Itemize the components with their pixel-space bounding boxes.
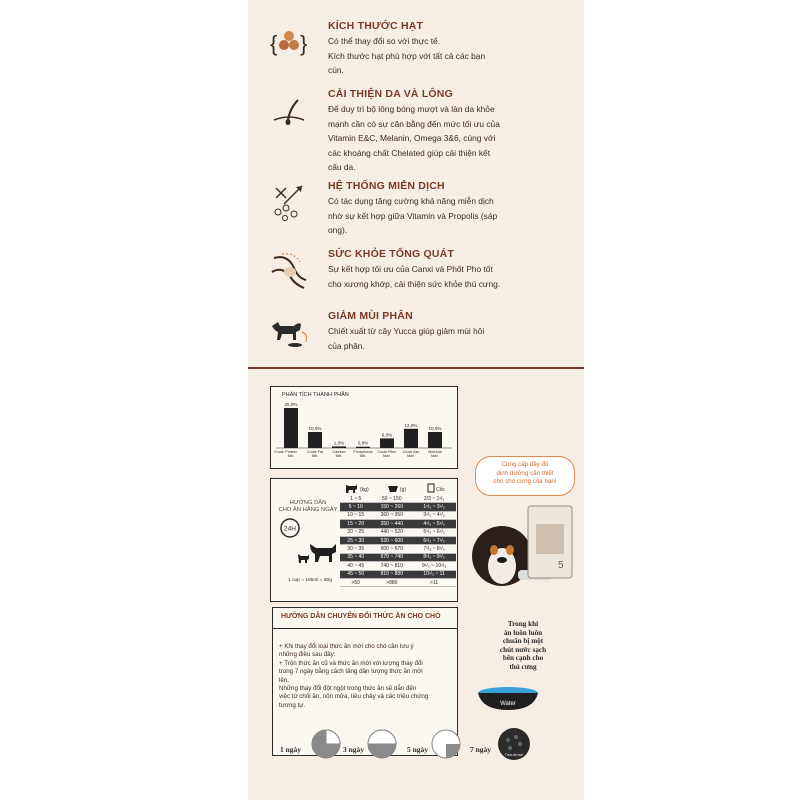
feeding-cell: 25 ~ 30: [340, 536, 371, 544]
feeding-cell: 440 ~ 520: [371, 528, 412, 536]
step-5-pie: [430, 728, 462, 760]
feeding-row: [340, 528, 456, 536]
feeding-cell: 2/3 ~ 1¹/₃: [412, 495, 456, 503]
svg-text:{: {: [270, 31, 278, 56]
water-tip: Trong khi ăn luôn luôn chuẩn bị một chút nước sạch bên cạnh cho thú cưng: [499, 620, 547, 671]
feature-title: HỆ THỐNG MIỄN DỊCH: [328, 180, 445, 192]
feeding-cell: 5 ~ 10: [340, 503, 371, 511]
feeding-cell: 7¹/₃ ~ 8¹/₃: [412, 545, 456, 553]
feeding-cell: 15 ~ 20: [340, 520, 371, 528]
feeding-title: HƯỚNG DẪN CHO ĂN HẰNG NGÀY: [278, 500, 338, 513]
bar-tick-label: Min.: [287, 454, 295, 459]
feeding-cell: >50: [340, 578, 371, 586]
kibble-size-icon: [268, 22, 310, 64]
feeding-cell: 740 ~ 810: [371, 562, 412, 570]
feature-text: Sự kết hợp tối ưu của Canxi và Phốt Pho tốt cho xương khớp, cải thiện sức khỏe thú cưng.: [328, 264, 501, 289]
feeding-cell: 4¹/₃ ~ 5¹/₃: [412, 520, 456, 528]
clock-badge: 24H: [284, 525, 296, 533]
transition-text: + Khi thay đổi loại thức ăn mới cho chó cần lưu ý những điều sau đây: + Trộn thức ăn cũ và thức ăn mới với lượng thay đổi trong 7 ngày bằng cách tăng dần lượng thức ăn mới lên. Những thay đổi đột ngột trong thức ăn sẽ dẫn đến việc từ chối ăn, nôn mửa, tiêu chảy và các triệu chứng tương tự.: [279, 643, 429, 709]
bar-value-label: 12,0%: [404, 422, 418, 428]
bar-value-label: 1,0%: [333, 440, 345, 446]
bar-tick-label: Max.: [407, 454, 415, 459]
chart-bar: [356, 447, 370, 448]
feeding-cell: >880: [371, 578, 412, 586]
feeding-row: [340, 570, 456, 578]
svg-text:}: }: [300, 31, 308, 56]
bar-value-label: 0,8%: [357, 440, 369, 446]
chart-title: PHÂN TÍCH THÀNH PHẦN: [282, 392, 349, 398]
feeding-cell: 670 ~ 740: [371, 553, 412, 561]
feature-kibble-size: [262, 20, 580, 80]
cup-icon: [428, 484, 434, 492]
feeding-cell: 1 ~ 5: [340, 495, 371, 503]
col-kg: (kg): [360, 487, 369, 493]
feeding-cell: 150 ~ 260: [371, 503, 412, 511]
feeding-cell: 5¹/₃ ~ 6¹/₃: [412, 528, 456, 536]
feeding-cell: 10 ~ 15: [340, 511, 371, 519]
feature-text: Có tác dụng tăng cường khả năng miễn dịch nhờ sự kết hợp giữa Vitamin và Propolis (sáp ong).: [328, 196, 498, 235]
bar-tick-label: Max.: [383, 454, 391, 459]
feeding-cell: 50 ~ 150: [371, 495, 412, 503]
bar-tick-label: Crude Fat: [307, 450, 323, 454]
bar-tick-label: Max.: [431, 454, 439, 459]
step-7-label: 7 ngày: [470, 745, 492, 754]
nutrient-chart-plot: [272, 398, 456, 466]
hair-skin-icon: [268, 96, 310, 138]
bar-tick-label: Protein: [285, 450, 297, 454]
feature-general-health: [262, 248, 580, 298]
feeding-cell: 40 ~ 45: [340, 562, 371, 570]
feeding-cell: 35 ~ 40: [340, 553, 371, 561]
col-g: (g): [400, 487, 407, 493]
bar-tick-label: Crude Ash: [402, 450, 420, 454]
feeding-cell: 6¹/₃ ~ 7¹/₃: [412, 536, 456, 544]
chart-bar: [380, 438, 394, 448]
feeding-row: [340, 536, 456, 544]
dog-weight-icon: [346, 484, 357, 493]
bar-tick-label: Calcium: [332, 450, 346, 454]
feature-stool-odor: [262, 310, 580, 355]
feeding-cell: 9¹/₃ ~ 10¹/₃: [412, 562, 456, 570]
step-3-pie: [366, 728, 398, 760]
dogs-icon: [296, 540, 340, 564]
bar-tick-label: Phosphorus: [353, 450, 373, 454]
feeding-cell: 1¹/₃ ~ 3¹/₃: [412, 503, 456, 511]
bar-tick-label: Min.: [311, 454, 319, 459]
product-dog-image: [462, 500, 582, 592]
feeding-row: [340, 553, 456, 561]
chart-bar: [428, 432, 442, 448]
nutrition-callout: Cung cấp đầy đủ dinh dưỡng cần thiết cho chó cưng của bạn!: [475, 456, 575, 496]
bar-tick-label: Min.: [335, 454, 343, 459]
feeding-row: [340, 520, 456, 528]
feature-title: GIẢM MÙI PHÂN: [328, 310, 413, 322]
step-3-label: 3 ngày: [343, 745, 365, 754]
water-label: Water: [500, 701, 516, 707]
feature-title: SỨC KHỎE TỔNG QUÁT: [328, 248, 455, 260]
feature-title: CẢI THIỆN DA VÀ LÔNG: [328, 88, 453, 100]
bar-tick-label: Moisture: [428, 450, 442, 454]
feature-text: Có thể thay đổi so với thực tế. Kích thước hạt phù hợp với tất cả các bạn cún.: [328, 36, 486, 75]
chart-bar: [332, 446, 346, 448]
feeding-table-header: [342, 481, 456, 494]
bar-tick-label: Min.: [359, 454, 367, 459]
feature-skin-coat: [262, 88, 580, 173]
feeding-cell: 10¹/₃ ~ 11: [412, 570, 456, 578]
feature-title: KÍCH THƯỚC HẠT: [328, 20, 424, 32]
feeding-cell: 20 ~ 25: [340, 528, 371, 536]
section-divider: [248, 367, 584, 369]
feeding-row: [340, 495, 456, 503]
step-5-label: 5 ngày: [407, 745, 429, 754]
feeding-cell: 30 ~ 35: [340, 545, 371, 553]
feeding-cell: 810 ~ 880: [371, 570, 412, 578]
chart-bar: [284, 408, 298, 448]
chart-bar: [308, 432, 322, 448]
feeding-cell: >11: [412, 578, 456, 586]
feeding-cell: 520 ~ 600: [371, 536, 412, 544]
bar-tick-label: Crude Fiber: [377, 450, 397, 454]
feeding-cell: 260 ~ 350: [371, 511, 412, 519]
step-1-label: 1 ngày: [280, 745, 302, 754]
feeding-table: [340, 495, 456, 587]
feature-text: Chiết xuất từ cây Yucca giúp giảm mùi hôi của phân.: [328, 326, 485, 351]
feeding-cell: 350 ~ 440: [371, 520, 412, 528]
water-bowl-icon: [474, 684, 544, 714]
bar-value-label: 10,0%: [428, 426, 442, 431]
feeding-row: [340, 511, 456, 519]
feeding-cell: 3¹/₃ ~ 4¹/₃: [412, 511, 456, 519]
feeding-cell: 45 ~ 50: [340, 570, 371, 578]
feeding-row: [340, 545, 456, 553]
chart-bar: [404, 429, 418, 448]
feeding-cell: 600 ~ 670: [371, 545, 412, 553]
bar-value-label: 10,0%: [308, 426, 322, 431]
col-cup: Cốc: [436, 487, 445, 493]
immune-system-icon: [268, 182, 310, 224]
dog-stool-icon: [268, 312, 310, 354]
feature-immune: [262, 180, 580, 235]
feeding-cell: 8¹/₃ ~ 9¹/₃: [412, 553, 456, 561]
bar-value-label: 6,0%: [381, 432, 393, 438]
axis-start-label: Crude: [274, 450, 284, 454]
svg-text:5: 5: [558, 560, 564, 571]
feeding-row: [340, 578, 456, 586]
feeding-row: [340, 503, 456, 511]
transition-title: HƯỚNG DẪN CHUYỂN ĐỔI THỨC ĂN CHO CHÓ: [281, 613, 441, 620]
feature-text: Để duy trì bộ lông bóng mượt và làn da khỏe mạnh cần có sự cân bằng đến mức tối ưu của Vitamin E&C, Melanin, Omega 3&6, cùng với các khoáng chất Chelated giúp cải thiện kết cấu da.: [328, 104, 500, 172]
cup-note: 1 cup = 185ml = 80g: [288, 578, 332, 583]
step-7-kibble-bowl: [496, 726, 532, 762]
bowl-icon: [388, 486, 398, 492]
bar-value-label: 25,0%: [284, 402, 298, 407]
joint-health-icon: [268, 250, 310, 292]
step-1-pie: [310, 728, 342, 760]
feeding-row: [340, 562, 456, 570]
new-food-label: Thức ăn mới: [504, 753, 524, 757]
